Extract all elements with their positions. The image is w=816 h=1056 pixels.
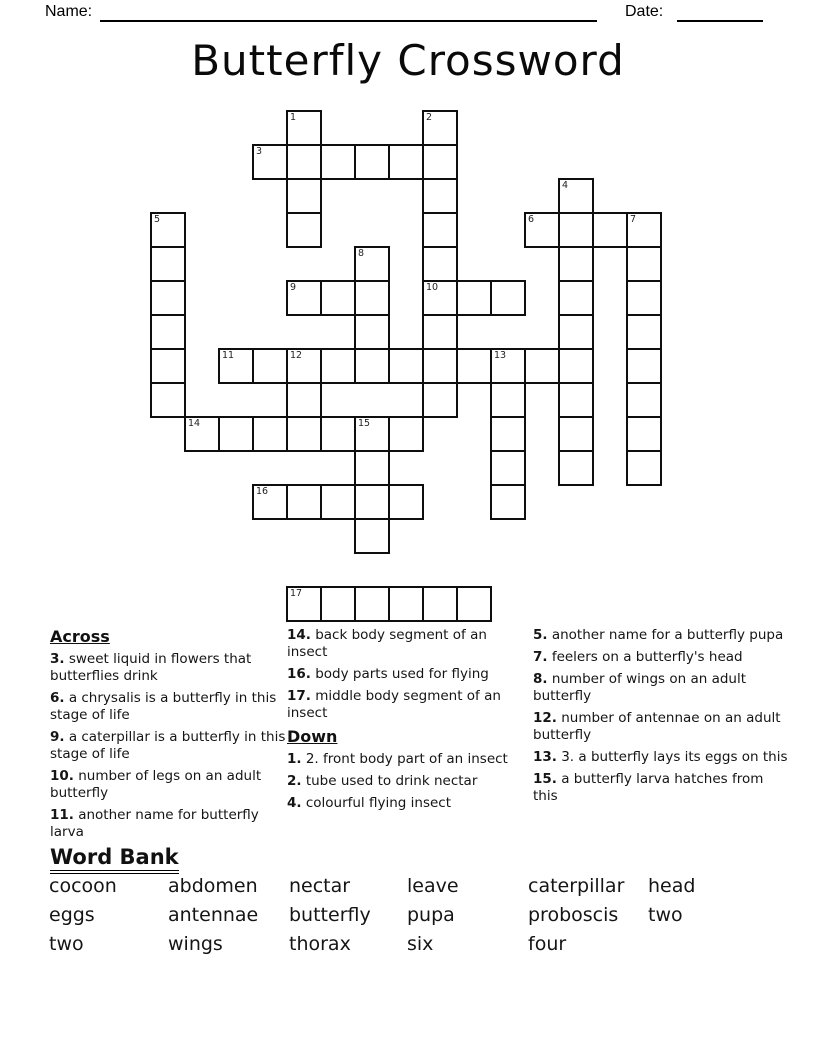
grid-cell[interactable] [286, 416, 322, 452]
word-bank-empty [648, 934, 738, 963]
clue-text: number of wings on an adult butterfly [533, 671, 747, 704]
grid-cell[interactable] [320, 144, 356, 180]
word-bank-item: two [49, 933, 84, 955]
clue-across-item [287, 666, 530, 683]
cell-number: 9 [290, 282, 297, 293]
clue-number: 6. [50, 690, 65, 706]
grid-cell-5[interactable] [150, 212, 186, 248]
grid-cell-6[interactable] [524, 212, 560, 248]
cell-number: 12 [290, 350, 303, 361]
word-bank-item: head [648, 875, 696, 897]
grid-cell[interactable] [320, 416, 356, 452]
grid-cell[interactable] [354, 450, 390, 486]
grid-cell[interactable] [626, 280, 662, 316]
grid-cell-16[interactable] [252, 484, 288, 520]
clue-number: 5. [533, 627, 548, 643]
cell-number: 17 [290, 588, 303, 599]
grid-cell[interactable] [320, 586, 356, 622]
clue-across-item [50, 807, 290, 841]
clue-number: 14. [287, 627, 311, 643]
grid-cell[interactable] [422, 382, 458, 418]
grid-cell-1[interactable] [286, 110, 322, 146]
clue-text: number of antennae on an adult butterfly [533, 710, 781, 743]
grid-cell[interactable] [422, 586, 458, 622]
word-bank-item: thorax [289, 933, 351, 955]
date-blank-line[interactable] [677, 20, 763, 22]
grid-cell[interactable] [558, 246, 594, 282]
grid-cell[interactable] [252, 348, 288, 384]
grid-cell[interactable] [626, 450, 662, 486]
grid-cell[interactable] [524, 348, 560, 384]
grid-cell-11[interactable] [218, 348, 254, 384]
grid-cell[interactable] [490, 382, 526, 418]
grid-cell[interactable] [354, 280, 390, 316]
clue-number: 4. [287, 795, 302, 811]
grid-cell[interactable] [456, 280, 492, 316]
grid-cell[interactable] [626, 348, 662, 384]
word-bank-title: Word Bank [50, 845, 179, 874]
crossword-grid [150, 110, 664, 624]
clue-down-item [533, 627, 791, 644]
clue-across-item [287, 627, 530, 661]
grid-cell[interactable] [626, 246, 662, 282]
clue-text: back body segment of an insect [287, 627, 487, 660]
cell-number: 11 [222, 350, 235, 361]
clue-text: 3. a butterfly lays its eggs on this [556, 749, 788, 765]
grid-cell[interactable] [286, 484, 322, 520]
grid-cell[interactable] [558, 280, 594, 316]
grid-cell[interactable] [388, 484, 424, 520]
grid-cell-14[interactable] [184, 416, 220, 452]
grid-cell[interactable] [354, 518, 390, 554]
across-header: Across [50, 627, 110, 646]
page-title: Butterfly Crossword [191, 36, 625, 85]
grid-cell[interactable] [422, 348, 458, 384]
grid-cell[interactable] [388, 416, 424, 452]
clue-down-item [533, 671, 791, 705]
word-bank-item: antennae [168, 904, 259, 926]
grid-cell[interactable] [388, 586, 424, 622]
clue-text: another name for a butterfly pupa [547, 627, 784, 643]
clue-down-item [533, 710, 791, 744]
grid-cell[interactable] [354, 144, 390, 180]
clue-column-right [533, 627, 791, 810]
clue-down-item [533, 649, 791, 666]
grid-cell[interactable] [354, 314, 390, 350]
grid-cell[interactable] [150, 246, 186, 282]
word-bank-item: leave [407, 875, 459, 897]
cell-number: 8 [358, 248, 365, 259]
grid-cell[interactable] [422, 212, 458, 248]
grid-cell[interactable] [320, 280, 356, 316]
grid-cell[interactable] [320, 484, 356, 520]
clue-text: a butterfly larva hatches from this [533, 771, 764, 804]
clue-down-item [287, 751, 530, 768]
grid-cell-12[interactable] [286, 348, 322, 384]
clue-across-item [50, 690, 290, 724]
clue-text: sweet liquid in flowers that butterflies drink [50, 651, 252, 684]
cell-number: 6 [528, 214, 535, 225]
cell-number: 7 [630, 214, 637, 225]
grid-cell[interactable] [626, 382, 662, 418]
clue-text: 2. front body part of an insect [301, 751, 508, 767]
clue-number: 7. [533, 649, 548, 665]
grid-cell[interactable] [558, 212, 594, 248]
grid-cell[interactable] [558, 314, 594, 350]
cell-number: 14 [188, 418, 201, 429]
grid-cell[interactable] [558, 450, 594, 486]
clue-number: 11. [50, 807, 74, 823]
cell-number: 13 [494, 350, 507, 361]
clue-number: 1. [287, 751, 302, 767]
grid-cell[interactable] [150, 382, 186, 418]
clue-number: 8. [533, 671, 548, 687]
clue-down-item [287, 773, 530, 790]
clue-column-left [50, 627, 290, 846]
grid-cell[interactable] [558, 416, 594, 452]
cell-number: 1 [290, 112, 297, 123]
grid-cell[interactable] [490, 280, 526, 316]
word-bank-item: two [648, 904, 683, 926]
grid-cell[interactable] [286, 178, 322, 214]
grid-cell[interactable] [354, 586, 390, 622]
grid-cell[interactable] [354, 484, 390, 520]
clue-number: 2. [287, 773, 302, 789]
clue-text: colourful flying insect [301, 795, 451, 811]
cell-number: 4 [562, 180, 569, 191]
grid-cell[interactable] [422, 314, 458, 350]
word-bank-item: eggs [49, 904, 95, 926]
grid-cell-15[interactable] [354, 416, 390, 452]
date-label: Date: [625, 3, 664, 20]
grid-cell[interactable] [558, 382, 594, 418]
grid-cell-17[interactable] [286, 586, 322, 622]
grid-cell-3[interactable] [252, 144, 288, 180]
grid-cell-13[interactable] [490, 348, 526, 384]
word-bank-item: abdomen [168, 875, 258, 897]
grid-cell[interactable] [592, 212, 628, 248]
grid-cell[interactable] [558, 348, 594, 384]
name-blank-line[interactable] [100, 20, 597, 22]
word-bank-item: six [407, 933, 434, 955]
grid-cell[interactable] [490, 484, 526, 520]
cell-number: 16 [256, 486, 269, 497]
word-bank-item: caterpillar [528, 875, 625, 897]
grid-cell[interactable] [354, 348, 390, 384]
grid-cell-2[interactable] [422, 110, 458, 146]
clue-down-item [533, 771, 791, 805]
grid-cell-9[interactable] [286, 280, 322, 316]
clue-across-item [50, 768, 290, 802]
grid-cell-10[interactable] [422, 280, 458, 316]
word-bank-item: nectar [289, 875, 351, 897]
cell-number: 15 [358, 418, 371, 429]
word-bank-item: butterfly [289, 904, 371, 926]
clue-across-item [50, 729, 290, 763]
grid-cell[interactable] [422, 144, 458, 180]
clue-number: 3. [50, 651, 65, 667]
clue-column-middle [287, 627, 530, 817]
clue-number: 10. [50, 768, 74, 784]
name-label: Name: [45, 3, 93, 20]
clue-text: tube used to drink nectar [301, 773, 478, 789]
word-bank-item: four [528, 933, 567, 955]
grid-cell[interactable] [150, 348, 186, 384]
clue-down-item [533, 749, 791, 766]
clue-number: 9. [50, 729, 65, 745]
grid-cell[interactable] [286, 144, 322, 180]
grid-cell[interactable] [320, 348, 356, 384]
grid-cell[interactable] [388, 348, 424, 384]
grid-cell[interactable] [150, 280, 186, 316]
grid-cell[interactable] [626, 314, 662, 350]
clue-text: another name for butterfly larva [50, 807, 259, 840]
clue-down-item [287, 795, 530, 812]
cell-number: 2 [426, 112, 433, 123]
grid-cell[interactable] [490, 450, 526, 486]
clue-number: 12. [533, 710, 557, 726]
grid-cell[interactable] [490, 416, 526, 452]
grid-cell[interactable] [422, 178, 458, 214]
word-bank-item: wings [168, 933, 223, 955]
clue-number: 15. [533, 771, 557, 787]
word-bank-list [49, 876, 738, 963]
grid-cell-7[interactable] [626, 212, 662, 248]
word-bank-item: cocoon [49, 875, 117, 897]
grid-cell[interactable] [456, 586, 492, 622]
clue-text: a caterpillar is a butterfly in this stage of life [50, 729, 286, 762]
grid-cell[interactable] [422, 246, 458, 282]
word-bank-item: proboscis [528, 904, 619, 926]
grid-cell[interactable] [150, 314, 186, 350]
grid-cell-4[interactable] [558, 178, 594, 214]
grid-cell[interactable] [252, 416, 288, 452]
clue-number: 16. [287, 666, 311, 682]
grid-cell[interactable] [388, 144, 424, 180]
clue-number: 17. [287, 688, 311, 704]
clue-text: body parts used for flying [310, 666, 489, 682]
clue-number: 13. [533, 749, 557, 765]
down-header: Down [287, 727, 338, 746]
clue-text: a chrysalis is a butterfly in this stage of life [50, 690, 277, 723]
cell-number: 3 [256, 146, 263, 157]
word-bank-item: pupa [407, 904, 455, 926]
clue-text: middle body segment of an insect [287, 688, 501, 721]
cell-number: 10 [426, 282, 439, 293]
grid-cell[interactable] [626, 416, 662, 452]
clue-text: number of legs on an adult butterfly [50, 768, 262, 801]
clue-across-item [50, 651, 290, 685]
cell-number: 5 [154, 214, 161, 225]
grid-cell[interactable] [456, 348, 492, 384]
grid-cell[interactable] [286, 382, 322, 418]
grid-cell[interactable] [286, 212, 322, 248]
grid-cell-8[interactable] [354, 246, 390, 282]
clue-text: feelers on a butterfly's head [547, 649, 743, 665]
grid-cell[interactable] [218, 416, 254, 452]
clue-across-item [287, 688, 530, 722]
